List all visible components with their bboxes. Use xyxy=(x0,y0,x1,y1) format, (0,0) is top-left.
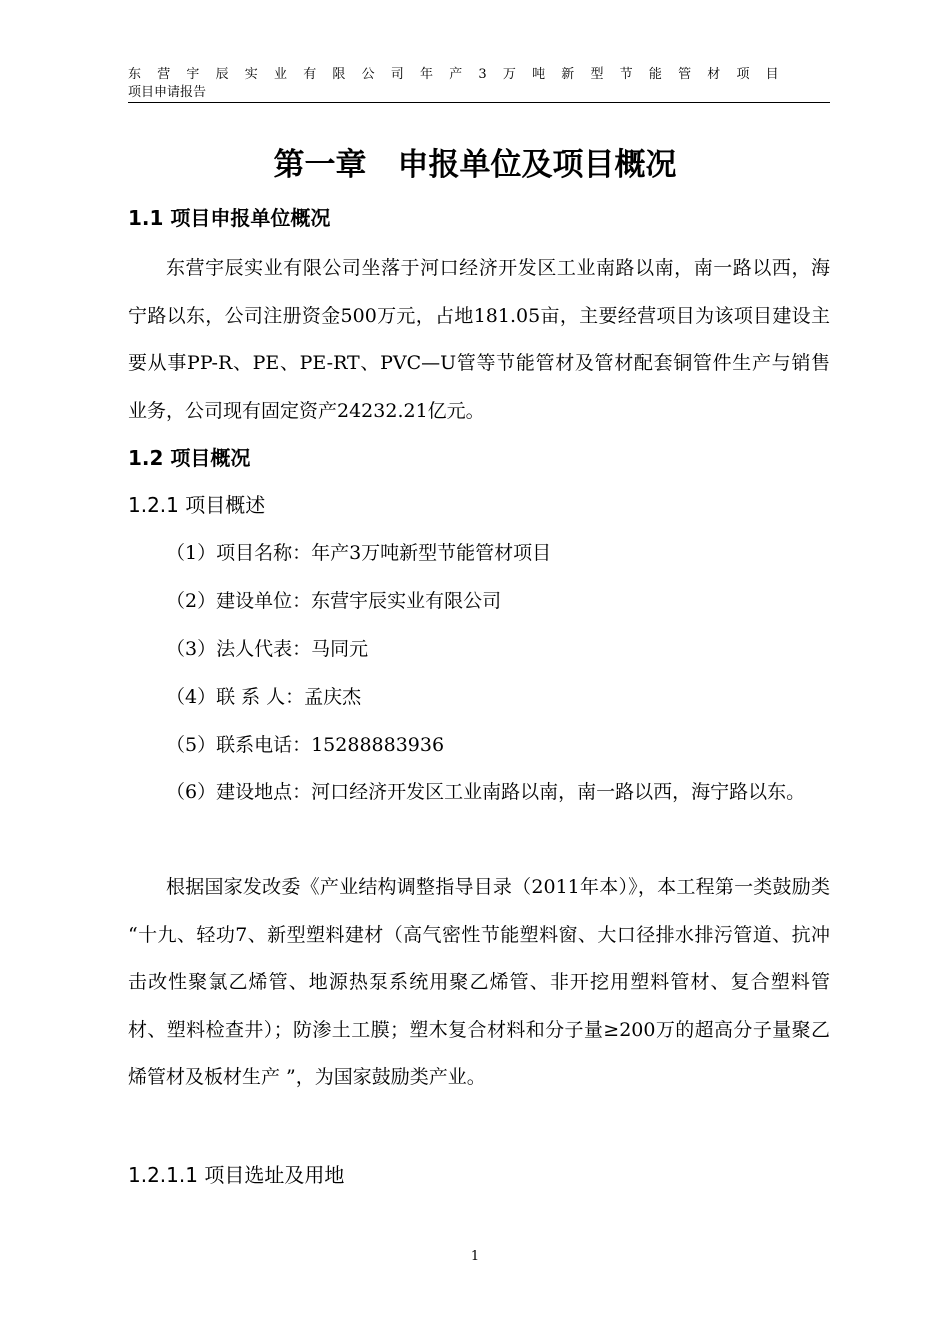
running-header-title: 东营宇辰实业有限公司年产3万吨新型节能管材项目 xyxy=(128,67,795,82)
section-heading-1-1: 1.1 项目申报单位概况 xyxy=(128,206,331,230)
header-rule xyxy=(128,102,830,103)
contact-phone-item: （5）联系电话：15288883936 xyxy=(166,734,445,756)
policy-paragraph: 根据国家发改委《产业结构调整指导目录（2011年本）》，本工程第一类鼓励类 “十九、轻功7、新型塑料建材（高气密性节能塑料窗、大口径排水排污管道、抗冲击改性聚氯乙烯管、地源热泵系统用聚乙烯管、非开挖用塑料管材、复合塑料管材、塑料检查井）；防渗土工膜；塑木复合材料和分子量≥200万的超高分子量聚乙烯管材及板材生产 ”，为国家鼓励类产业。 xyxy=(128,876,830,1088)
construction-unit-item: （2）建设单位：东营宇辰实业有限公司 xyxy=(166,590,502,612)
running-header-subtitle: 项目申请报告 xyxy=(128,85,207,100)
construction-site-item: （6）建设地点：河口经济开发区工业南路以南，南一路以西，海宁路以东。 xyxy=(166,781,806,803)
page-number: 1 xyxy=(470,1249,480,1264)
contact-person-item: （4）联 系 人：孟庆杰 xyxy=(166,686,362,708)
section-1-1-paragraph: 东营宇辰实业有限公司坐落于河口经济开发区工业南路以南，南一路以西，海宁路以东，公司注册资金500万元，占地181.05亩，主要经营项目为该项目建设主要从事PP-R、PE、PE-RT、PVC—U管等节能管材及管材配套铜管件生产与销售业务，公司现有固定资产24232.21亿元。 xyxy=(128,257,830,422)
chapter-title: 第一章 申报单位及项目概况 xyxy=(273,147,677,183)
legal-representative-item: （3）法人代表：马同元 xyxy=(166,638,369,660)
subsection-heading-1-2-1: 1.2.1 项目概述 xyxy=(128,493,266,517)
project-name-item: （1）项目名称：年产3万吨新型节能管材项目 xyxy=(166,542,552,564)
subsection-heading-1-2-1-1: 1.2.1.1 项目选址及用地 xyxy=(128,1163,345,1187)
section-heading-1-2: 1.2 项目概况 xyxy=(128,446,251,470)
